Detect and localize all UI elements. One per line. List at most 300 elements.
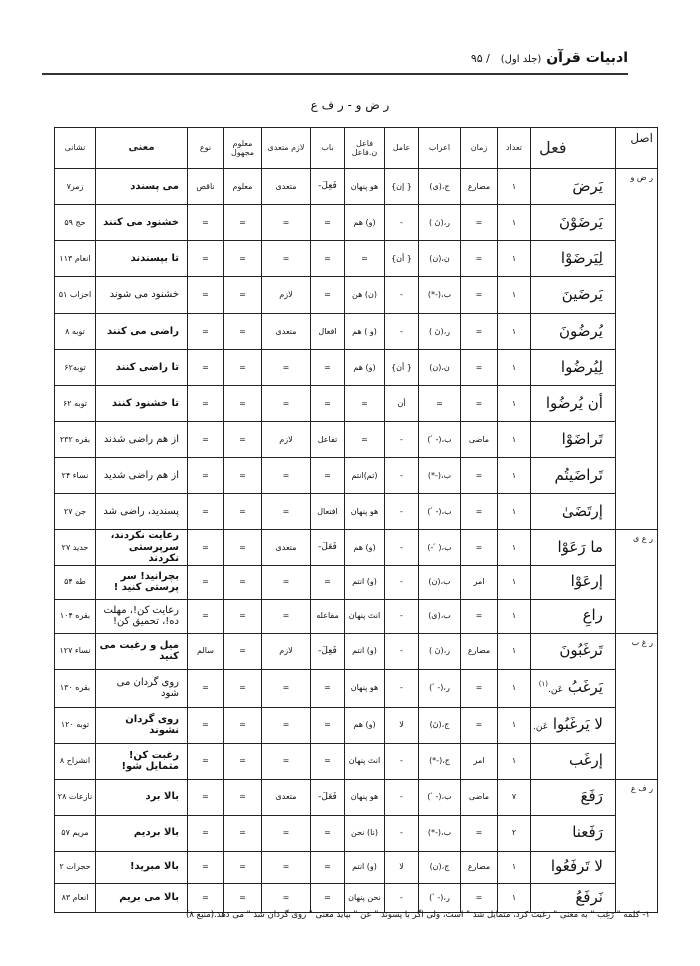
table-row xyxy=(55,169,658,205)
transitivity-cell: = xyxy=(262,565,311,599)
irab-cell: ب،(-*) xyxy=(419,458,461,494)
voice-cell: = xyxy=(224,883,262,912)
meaning-cell: بالا مبرید! xyxy=(96,851,188,883)
bab-cell: = xyxy=(311,707,345,743)
voice-cell: = xyxy=(224,815,262,851)
count-cell: ١ xyxy=(498,633,531,669)
count-cell: ۷ xyxy=(498,779,531,815)
subject-cell: (و) هم xyxy=(345,530,385,566)
count-cell: ١ xyxy=(498,565,531,599)
voice-cell: = xyxy=(224,565,262,599)
subject-cell: = xyxy=(345,422,385,458)
irab-cell: ب،(- ́ ) xyxy=(419,422,461,458)
count-cell: ١ xyxy=(498,458,531,494)
tense-cell: مضارع xyxy=(461,633,498,669)
transitivity-cell: = xyxy=(262,350,311,386)
transitivity-cell: = xyxy=(262,494,311,530)
tense-cell: = xyxy=(461,669,498,707)
table-row xyxy=(55,314,658,350)
amil-cell: - xyxy=(385,422,419,458)
subject-cell: (و) انتم xyxy=(345,565,385,599)
reference-cell: مریم ۵۷ xyxy=(55,815,96,851)
header-rule xyxy=(42,73,628,75)
type-cell: = xyxy=(188,743,224,779)
amil-cell: - xyxy=(385,815,419,851)
verb-cell xyxy=(531,779,616,815)
irab-cell: ب،(- ́ ) xyxy=(419,494,461,530)
verb-text: ما رَعَوْا xyxy=(557,537,603,556)
verb-table xyxy=(54,127,658,913)
tense-cell: = xyxy=(461,205,498,241)
tense-cell: = xyxy=(461,815,498,851)
reference-cell: نازعات ۲۸ xyxy=(55,779,96,815)
tense-cell: ماضی xyxy=(461,422,498,458)
footnote-marker: (١) xyxy=(538,680,549,689)
type-cell: = xyxy=(188,565,224,599)
verb-cell xyxy=(531,241,616,277)
tense-cell: مضارع xyxy=(461,851,498,883)
table-row xyxy=(55,779,658,815)
voice-cell: = xyxy=(224,669,262,707)
reference-cell: حج ۵۹ xyxy=(55,205,96,241)
voice-cell: = xyxy=(224,743,262,779)
table-row xyxy=(55,815,658,851)
count-cell: ١ xyxy=(498,599,531,633)
volume-label: (جلد اول) xyxy=(500,54,542,65)
tense-cell: = xyxy=(461,530,498,566)
col-voice: معلوم مجهول xyxy=(224,128,262,169)
table-row xyxy=(55,851,658,883)
table-row xyxy=(55,350,658,386)
voice-cell: = xyxy=(224,779,262,815)
meaning-cell: رغبت کن! متمایل شو! xyxy=(96,743,188,779)
table-row xyxy=(55,386,658,422)
bab-cell: = xyxy=(311,851,345,883)
irab-cell: ر،(- ́ ) xyxy=(419,669,461,707)
section-title: ر ض و - ر ف ع xyxy=(310,98,390,112)
amil-cell: - xyxy=(385,458,419,494)
type-cell: = xyxy=(188,815,224,851)
type-cell: = xyxy=(188,883,224,912)
verb-preposition: عَن. xyxy=(533,722,549,733)
voice-cell: = xyxy=(224,205,262,241)
verb-text: يَرضَ xyxy=(572,176,603,195)
transitivity-cell: متعدی xyxy=(262,169,311,205)
irab-cell: ن،(ن) xyxy=(419,350,461,386)
amil-cell: - xyxy=(385,669,419,707)
verb-text: تَراضَوْا xyxy=(561,429,603,448)
col-bab: باب xyxy=(311,128,345,169)
subject-cell: هو پنهان xyxy=(345,779,385,815)
type-cell: = xyxy=(188,494,224,530)
subject-cell: هو پنهان xyxy=(345,169,385,205)
tense-cell: = xyxy=(461,277,498,314)
verb-text: رَفَعَ xyxy=(580,787,603,806)
meaning-cell: رعایت نکردند، سرپرستی نکردند xyxy=(96,530,188,566)
bab-cell: = xyxy=(311,743,345,779)
type-cell: = xyxy=(188,599,224,633)
count-cell: ١ xyxy=(498,169,531,205)
type-cell: = xyxy=(188,707,224,743)
amil-cell: - xyxy=(385,633,419,669)
amil-cell: - xyxy=(385,883,419,912)
irab-cell: ب،(ن) xyxy=(419,565,461,599)
subject-cell: هو پنهان xyxy=(345,669,385,707)
type-cell: = xyxy=(188,669,224,707)
irab-cell: = xyxy=(419,386,461,422)
tense-cell: = xyxy=(461,494,498,530)
bab-cell: فَعِلَ- xyxy=(311,633,345,669)
count-cell: ١ xyxy=(498,883,531,912)
reference-cell: بقره ۲۳۲ xyxy=(55,422,96,458)
meaning-cell: رعایت کن!، مهلت ده!، تحمیق کن! xyxy=(96,599,188,633)
irab-cell: ر،(نَ ) xyxy=(419,205,461,241)
reference-cell: انعام ۱۱۳ xyxy=(55,241,96,277)
type-cell: = xyxy=(188,386,224,422)
table-row xyxy=(55,458,658,494)
transitivity-cell: = xyxy=(262,599,311,633)
bab-cell: تفاعل xyxy=(311,422,345,458)
verb-text: رَفَعنا xyxy=(572,823,603,842)
count-cell: ١ xyxy=(498,494,531,530)
root-cell: ر غ ب xyxy=(615,633,657,779)
type-cell: = xyxy=(188,205,224,241)
transitivity-cell: = xyxy=(262,743,311,779)
transitivity-cell: لازم xyxy=(262,633,311,669)
amil-cell: - xyxy=(385,530,419,566)
voice-cell: = xyxy=(224,241,262,277)
verb-cell xyxy=(531,169,616,205)
verb-text: لا يَرغَبُوا xyxy=(552,715,603,734)
meaning-cell: بالا برد xyxy=(96,779,188,815)
reference-cell: توبه ۸ xyxy=(55,314,96,350)
verb-cell xyxy=(531,815,616,851)
tense-cell: = xyxy=(461,458,498,494)
tense-cell: = xyxy=(461,241,498,277)
verb-cell xyxy=(531,883,616,912)
bab-cell: = xyxy=(311,458,345,494)
type-cell: = xyxy=(188,241,224,277)
verb-text: يُرضُونَ xyxy=(558,321,603,340)
count-cell: ١ xyxy=(498,350,531,386)
footnote: ۱- کلمه " رَغِبَ " به معنی " رغبت کرد، متمایل شد " است، ولی اگر با پسوند " عن " بیاید معنی " روی گردان شد " می دهد.(منبع ۸) xyxy=(185,910,650,920)
amil-cell: { أن} xyxy=(385,350,419,386)
amil-cell: - xyxy=(385,277,419,314)
type-cell: = xyxy=(188,350,224,386)
reference-cell: احزاب ۵۱ xyxy=(55,277,96,314)
table-row xyxy=(55,599,658,633)
subject-cell: (و) هم xyxy=(345,205,385,241)
verb-text: يَرغَبُ xyxy=(567,678,603,697)
count-cell: ١ xyxy=(498,707,531,743)
voice-cell: معلوم xyxy=(224,169,262,205)
count-cell: ۲ xyxy=(498,815,531,851)
transitivity-cell: = xyxy=(262,669,311,707)
amil-cell: { أن} xyxy=(385,241,419,277)
type-cell: ناقص xyxy=(188,169,224,205)
amil-cell: - xyxy=(385,314,419,350)
tense-cell: = xyxy=(461,883,498,912)
verb-cell xyxy=(531,386,616,422)
verb-text: نَرفَعُ xyxy=(575,887,603,906)
meaning-cell: از هم راضی شدید xyxy=(96,458,188,494)
verb-cell xyxy=(531,458,616,494)
verb-cell xyxy=(531,422,616,458)
meaning-cell: از هم راضی شدند xyxy=(96,422,188,458)
irab-cell: ج،(نَ) xyxy=(419,707,461,743)
col-tense: زمان xyxy=(461,128,498,169)
meaning-cell: تا راضی کنند xyxy=(96,350,188,386)
irab-cell: ب،(- ́ ) xyxy=(419,779,461,815)
verb-cell xyxy=(531,530,616,566)
bab-cell: = xyxy=(311,350,345,386)
tense-cell: = xyxy=(461,707,498,743)
count-cell: ١ xyxy=(498,205,531,241)
table-header-row xyxy=(55,128,658,169)
tense-cell: امر xyxy=(461,743,498,779)
reference-cell: توبه۶۲ xyxy=(55,350,96,386)
amil-cell: - xyxy=(385,779,419,815)
type-cell: سالم xyxy=(188,633,224,669)
col-type: نوع xyxy=(188,128,224,169)
count-cell: ١ xyxy=(498,422,531,458)
meaning-cell: خشنود می شوند xyxy=(96,277,188,314)
reference-cell: زمر۷ xyxy=(55,169,96,205)
table-row xyxy=(55,743,658,779)
meaning-cell: میل و رغبت می کنید xyxy=(96,633,188,669)
meaning-cell: تا خشنود کنند xyxy=(96,386,188,422)
page-number: / ۹۵ xyxy=(470,52,490,65)
page-header xyxy=(62,48,628,74)
amil-cell: أن xyxy=(385,386,419,422)
transitivity-cell: = xyxy=(262,815,311,851)
meaning-cell: بالا می بریم xyxy=(96,883,188,912)
transitivity-cell: لازم xyxy=(262,422,311,458)
count-cell: ١ xyxy=(498,277,531,314)
meaning-cell: می پسندد xyxy=(96,169,188,205)
tense-cell: = xyxy=(461,386,498,422)
table-row xyxy=(55,530,658,566)
irab-cell: ن،(ن) xyxy=(419,241,461,277)
verb-text: تَراضَيتُم xyxy=(554,465,603,484)
verb-cell xyxy=(531,743,616,779)
voice-cell: = xyxy=(224,707,262,743)
bab-cell: = xyxy=(311,815,345,851)
col-irab: اعراب xyxy=(419,128,461,169)
voice-cell: = xyxy=(224,422,262,458)
table-row xyxy=(55,422,658,458)
root-cell: ر ف ع xyxy=(615,779,657,912)
voice-cell: = xyxy=(224,350,262,386)
subject-cell: = xyxy=(345,241,385,277)
verb-cell xyxy=(531,565,616,599)
verb-text: إرتَضَىٰ xyxy=(561,501,603,520)
tense-cell: مضارع xyxy=(461,169,498,205)
reference-cell: انعام ۸۳ xyxy=(55,883,96,912)
col-reference: نشانی xyxy=(55,128,96,169)
subject-cell: (نا) نحن xyxy=(345,815,385,851)
irab-cell: ج،(-*) xyxy=(419,743,461,779)
verb-text: لِيُرضُوا xyxy=(560,357,603,376)
voice-cell: = xyxy=(224,277,262,314)
subject-cell: هو پنهان xyxy=(345,494,385,530)
type-cell: = xyxy=(188,851,224,883)
transitivity-cell: متعدی xyxy=(262,530,311,566)
reference-cell: نساء ۲۴ xyxy=(55,458,96,494)
col-transitivity: لازم متعدی xyxy=(262,128,311,169)
bab-cell: فَعَلَ- xyxy=(311,530,345,566)
meaning-cell: راضی می کنند xyxy=(96,314,188,350)
table-row xyxy=(55,883,658,912)
table-row xyxy=(55,565,658,599)
verb-cell xyxy=(531,599,616,633)
bab-cell: افعال xyxy=(311,314,345,350)
meaning-cell: خشنود می کنند xyxy=(96,205,188,241)
amil-cell: - xyxy=(385,599,419,633)
tense-cell: = xyxy=(461,350,498,386)
col-root: اصل xyxy=(615,128,657,169)
irab-cell: ر،(- ́ ) xyxy=(419,883,461,912)
subject-cell: (و) انتم xyxy=(345,851,385,883)
subject-cell: (تم)انتم xyxy=(345,458,385,494)
verb-text: لِيَرضَوْا xyxy=(560,248,603,267)
amil-cell: - xyxy=(385,565,419,599)
meaning-cell: پسندید، راضی شد xyxy=(96,494,188,530)
table-row xyxy=(55,241,658,277)
count-cell: ١ xyxy=(498,530,531,566)
amil-cell: لا xyxy=(385,707,419,743)
reference-cell: جن ۲۷ xyxy=(55,494,96,530)
type-cell: = xyxy=(188,277,224,314)
verb-cell xyxy=(531,633,616,669)
reference-cell: حدید ۲۷ xyxy=(55,530,96,566)
table-row xyxy=(55,205,658,241)
table-row xyxy=(55,669,658,707)
table-row xyxy=(55,494,658,530)
verb-text: إرعَوْا xyxy=(570,572,603,591)
transitivity-cell: = xyxy=(262,386,311,422)
subject-cell: (و ) هم xyxy=(345,314,385,350)
transitivity-cell: = xyxy=(262,458,311,494)
tense-cell: امر xyxy=(461,565,498,599)
verb-cell xyxy=(531,669,616,707)
type-cell: = xyxy=(188,779,224,815)
meaning-cell: روی گردان می شود xyxy=(96,669,188,707)
subject-cell: نحن پنهان xyxy=(345,883,385,912)
reference-cell: بقره ۱۰۴ xyxy=(55,599,96,633)
meaning-cell: بالا بردیم xyxy=(96,815,188,851)
subject-cell: (و) انتم xyxy=(345,633,385,669)
bab-cell: = xyxy=(311,883,345,912)
verb-cell xyxy=(531,350,616,386)
voice-cell: = xyxy=(224,494,262,530)
meaning-cell: بچرانید! سر پرستی کنید ! xyxy=(96,565,188,599)
voice-cell: = xyxy=(224,386,262,422)
verb-text: لا تَرفَعُوا xyxy=(550,857,603,876)
transitivity-cell: لازم xyxy=(262,277,311,314)
col-subject: فاعل ن.فاعل xyxy=(345,128,385,169)
verb-cell xyxy=(531,205,616,241)
count-cell: ١ xyxy=(498,743,531,779)
bab-cell: فَعِلَ- xyxy=(311,169,345,205)
voice-cell: = xyxy=(224,633,262,669)
tense-cell: = xyxy=(461,599,498,633)
tense-cell: ماضی xyxy=(461,779,498,815)
verb-text: تَرغَبُونَ xyxy=(559,641,603,660)
reference-cell: حجرات ۲ xyxy=(55,851,96,883)
running-head xyxy=(471,50,628,66)
irab-cell: ر،(نَ ) xyxy=(419,633,461,669)
book-title: ادبیات قرآن xyxy=(546,50,628,66)
irab-cell: ج،(ن) xyxy=(419,851,461,883)
count-cell: ١ xyxy=(498,851,531,883)
irab-cell: ب،(ی) xyxy=(419,599,461,633)
bab-cell: = xyxy=(311,205,345,241)
bab-cell: مفاعله xyxy=(311,599,345,633)
voice-cell: = xyxy=(224,458,262,494)
verb-cell xyxy=(531,851,616,883)
verb-text: أن يُرضُوا xyxy=(545,393,603,412)
bab-cell: فَعَلَ- xyxy=(311,779,345,815)
transitivity-cell: = xyxy=(262,883,311,912)
bab-cell: = xyxy=(311,386,345,422)
count-cell: ١ xyxy=(498,314,531,350)
col-amil: عامل xyxy=(385,128,419,169)
reference-cell: بقره ۱۳۰ xyxy=(55,669,96,707)
subject-cell: انتَ پنهان xyxy=(345,599,385,633)
verb-cell xyxy=(531,277,616,314)
type-cell: = xyxy=(188,314,224,350)
bab-cell: = xyxy=(311,241,345,277)
transitivity-cell: = xyxy=(262,241,311,277)
count-cell: ١ xyxy=(498,669,531,707)
count-cell: ١ xyxy=(498,241,531,277)
col-meaning: معنی xyxy=(96,128,188,169)
reference-cell: طه ۵۴ xyxy=(55,565,96,599)
bab-cell: = xyxy=(311,565,345,599)
verb-text: يَرضَوْنَ xyxy=(558,212,603,231)
verb-cell xyxy=(531,314,616,350)
subject-cell: = xyxy=(345,386,385,422)
reference-cell: نساء ۱۲۷ xyxy=(55,633,96,669)
reference-cell: انشراح ۸ xyxy=(55,743,96,779)
verb-text: راعِ xyxy=(582,606,603,625)
type-cell: = xyxy=(188,422,224,458)
transitivity-cell: = xyxy=(262,851,311,883)
verb-preposition: عَن. xyxy=(548,685,564,696)
irab-cell: ب،( ́ -) xyxy=(419,530,461,566)
subject-cell: (ن) هن xyxy=(345,277,385,314)
col-count: تعداد xyxy=(498,128,531,169)
amil-cell: - xyxy=(385,743,419,779)
tense-cell: = xyxy=(461,314,498,350)
reference-cell: توبه ۱۲۰ xyxy=(55,707,96,743)
type-cell: = xyxy=(188,458,224,494)
verb-cell xyxy=(531,494,616,530)
meaning-cell: روی گردان نشوند xyxy=(96,707,188,743)
reference-cell: توبه ۶۲ xyxy=(55,386,96,422)
table-body xyxy=(55,169,658,913)
root-cell: ر ع ی xyxy=(615,530,657,634)
verb-text: يَرضَينَ xyxy=(561,285,603,304)
transitivity-cell: = xyxy=(262,707,311,743)
count-cell: ١ xyxy=(498,386,531,422)
root-cell: ر ض و xyxy=(615,169,657,530)
transitivity-cell: متعدی xyxy=(262,314,311,350)
subject-cell: (و) هم xyxy=(345,350,385,386)
type-cell: = xyxy=(188,530,224,566)
transitivity-cell: = xyxy=(262,205,311,241)
